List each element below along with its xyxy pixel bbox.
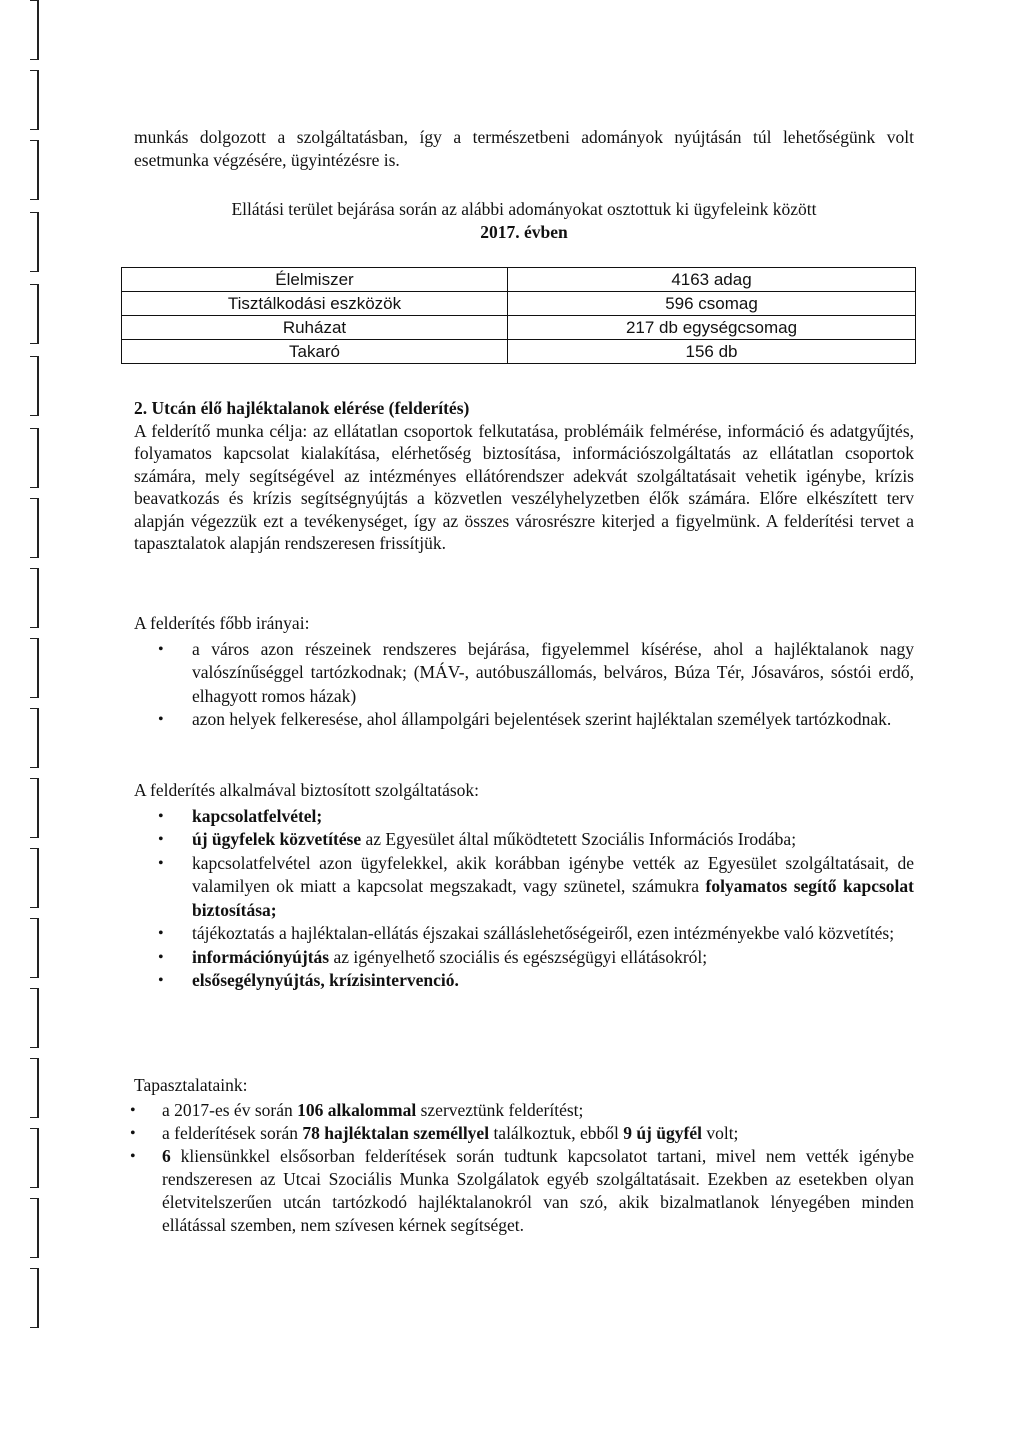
- binding-mark: [30, 284, 39, 344]
- section-body: A felderítő munka célja: az ellátatlan csoportok felkutatása, problémáik felmérése, információ és adatgyűjtés, folyamatos kapcsolat kialakítása, elérhetőség biztosítása, információszolgáltatás az ellátatlan csoportok számára, mely segítségével az intézményes ellátórendszer adekvát szolgáltatásait vehetik igénybe, krízis beavatkozás és krízis segítségnyújtás a közvetlen veszélyhelyzetben élők számára. Előre elkészített terv alapján végezzük ezt a tevékenységet, így az összes városrészre kiterjed a figyelmünk. A felderítési tervet a tapasztalatok alapján rendszeresen frissítjük.: [134, 420, 914, 553]
- list-item: [134, 852, 914, 923]
- binding-mark: [30, 498, 39, 558]
- binding-mark: [30, 1058, 39, 1118]
- experience-text: szerveztünk felderítést;: [416, 1100, 584, 1120]
- experience-text: a felderítések során: [162, 1123, 303, 1143]
- experience-text: volt;: [701, 1123, 739, 1143]
- list-item: [134, 828, 914, 852]
- experience-list: [98, 1099, 914, 1237]
- table-row: [122, 316, 916, 340]
- table-cell-item: Élelmiszer: [122, 268, 508, 292]
- service-text-bold: információnyújtás: [192, 946, 330, 967]
- directions-title: A felderítés főbb irányai:: [134, 613, 310, 633]
- binding-marks: [30, 0, 44, 1447]
- service-text-bold: új ügyfelek közvetítése: [192, 829, 362, 849]
- table-row: [122, 340, 916, 364]
- binding-mark: [30, 140, 39, 200]
- list-item: [98, 1145, 914, 1237]
- services-title: A felderítés alkalmával biztosított szolgáltatások:: [134, 780, 480, 800]
- intro-year: 2017. évben: [480, 221, 568, 242]
- service-text-bold: elsősegélynyújtás, krízisintervenció.: [192, 970, 459, 990]
- table-row: [122, 292, 916, 316]
- service-text: az igényelhető szociális és egészségügyi ellátásokról;: [329, 946, 708, 967]
- table-cell-qty: 217 db egységcsomag: [508, 316, 916, 340]
- binding-mark: [30, 1128, 39, 1188]
- list-item: [134, 922, 914, 946]
- table-cell-item: Ruházat: [122, 316, 508, 340]
- table-cell-qty: 4163 adag: [508, 268, 916, 292]
- binding-mark: [30, 918, 39, 978]
- experience-text: kliensünkkel elsősorban felderítések során tudtunk kapcsolatot tartani, mivel nem vették igénybe rendszeresen az Utcai Szociális Munka Szolgálatok egyéb szolgáltatásait. Ezekben az esetekben olyan életvitelszerűen utcán tartózkodó hajléktalanokról van szó, akik bizalmatlanok lényegében minden ellátással szemben, nem szívesen kérnek segítséget.: [162, 1146, 914, 1235]
- service-text-bold: folyamatos segítő kapcsolat biztosítása;: [192, 876, 914, 920]
- binding-mark: [30, 70, 39, 130]
- binding-mark: [30, 428, 39, 488]
- binding-mark: [30, 356, 39, 416]
- experience-text-bold: 78 hajléktalan személlyel: [302, 1123, 490, 1143]
- binding-mark: [30, 568, 39, 628]
- intro-distribution-line: Ellátási terület bejárása során az alábbi adományokat osztottuk ki ügyfeleink között: [231, 199, 817, 219]
- experience-text-bold: 6: [162, 1146, 171, 1166]
- service-text: kapcsolatfelvétel;: [192, 805, 323, 826]
- experience-text: a 2017-es év során: [162, 1100, 298, 1120]
- experience-text-bold: 9 új ügyfél: [623, 1123, 702, 1143]
- experience-text: találkoztuk, ebből: [489, 1123, 624, 1143]
- list-item: [134, 946, 914, 970]
- section-2: [134, 397, 914, 555]
- list-item: • azon helyek felkeresése, ahol állampolgári bejelentések szerint hajléktalan személyek tartózkodnak.: [134, 708, 914, 732]
- table-cell-item: Takaró: [122, 340, 508, 364]
- directions-block: [134, 612, 914, 732]
- list-item: [98, 1122, 914, 1145]
- experience-title: Tapasztalataink:: [134, 1075, 248, 1095]
- experience-text-bold: 106 alkalommal: [297, 1100, 417, 1120]
- binding-mark: [30, 638, 39, 698]
- experience-block: [134, 1074, 914, 1237]
- services-list: [134, 805, 914, 993]
- table-row: [122, 268, 916, 292]
- binding-mark: [30, 0, 39, 60]
- table-cell-qty: 156 db: [508, 340, 916, 364]
- binding-mark: [30, 988, 39, 1048]
- binding-mark: [30, 1198, 39, 1258]
- service-text: tájékoztatás a hajléktalan-ellátás éjszakai szálláslehetőségeiről, ezen intézményekbe való közvetítés;: [192, 923, 895, 943]
- list-item: [98, 1099, 914, 1122]
- list-item: [134, 969, 914, 993]
- binding-mark: [30, 708, 39, 768]
- binding-mark: [30, 778, 39, 838]
- binding-mark: [30, 1268, 39, 1328]
- donations-table: [121, 267, 916, 364]
- list-item: [134, 805, 914, 829]
- service-text: kapcsolatfelvétel azon ügyfelekkel, akik korábban igénybe vették az Egyesület szolgáltatásait, de valamilyen ok miatt a kapcsolat megszakadt, vagy szünetel, számukra: [192, 852, 914, 896]
- intro-paragraph: munkás dolgozott a szolgáltatásban, így a természetbeni adományok nyújtásán túl lehetőségünk volt esetmunka végzésére, ügyintézésre is.: [134, 127, 914, 170]
- intro-block: [134, 126, 914, 243]
- section-heading: 2. Utcán élő hajléktalanok elérése (felderítés): [134, 398, 470, 418]
- services-block: [134, 779, 914, 993]
- binding-mark: [30, 212, 39, 272]
- directions-list: [134, 638, 914, 732]
- table-cell-qty: 596 csomag: [508, 292, 916, 316]
- table-cell-item: Tisztálkodási eszközök: [122, 292, 508, 316]
- list-item: • a város azon részeinek rendszeres bejárása, figyelemmel kísérése, ahol a hajléktalanok nagy valószínűséggel tartózkodnak; (MÁV-, autóbuszállomás, belváros, Búza Tér, Jósaváros, sóstói erdő, elhagyott romos házak): [134, 638, 914, 709]
- service-text: az Egyesület által működtetett Szociális Információs Irodába;: [361, 829, 797, 849]
- binding-mark: [30, 848, 39, 908]
